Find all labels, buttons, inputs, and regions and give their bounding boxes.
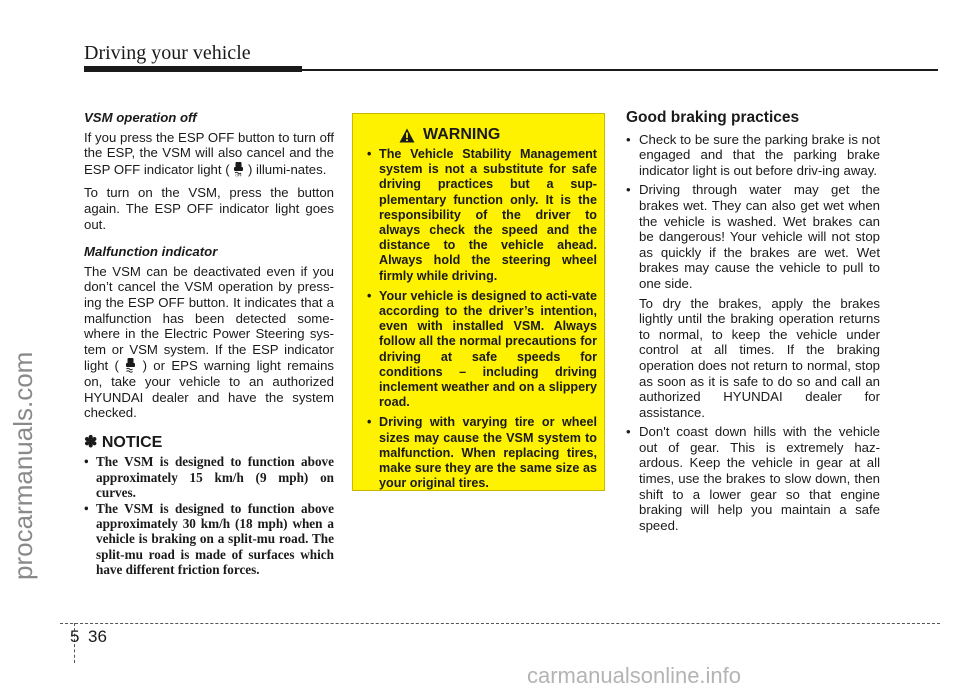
side-watermark: procarmanuals.com bbox=[8, 351, 38, 580]
vsm-off-p1-text-b: ) illumi-nates. bbox=[247, 161, 327, 177]
warning-box bbox=[352, 113, 605, 491]
vsm-off-paragraph-1 bbox=[84, 130, 334, 178]
braking-item-text: Driving through water may get the brakes wet. They can also get wet when the vehicle is washed. Wet brakes can be dangerous! Your vehicle will not stop as quickly if the brakes are wet. Wet brakes may cause the vehicle to pull to one side. bbox=[639, 182, 880, 291]
braking-list bbox=[626, 132, 880, 534]
page-header-title: Driving your vehicle bbox=[84, 42, 251, 64]
svg-text:OFF: OFF bbox=[235, 173, 242, 177]
malfunction-paragraph bbox=[84, 264, 334, 421]
malfunction-heading: Malfunction indicator bbox=[84, 244, 218, 260]
malfunction-text-b: ) or EPS warning light remains on, take your vehicle to an authorized HYUNDAI dealer and have the system checked. bbox=[84, 358, 334, 421]
warning-item: • Your vehicle is designed to acti-vate according to the driver’s intention, even with installed VSM. Always follow all the normal precautions for driving at safe speeds for conditions – including driving inclement weather and on a slippery road. bbox=[367, 289, 597, 411]
esp-off-indicator-icon bbox=[233, 161, 244, 177]
notice-item: • The VSM is designed to function above approximately 30 km/h (18 mph) when a vehicle is braking on a split-mu road. The split-mu road is made of surfaces which have different friction forces. bbox=[84, 501, 334, 578]
vsm-off-paragraph-2: To turn on the VSM, press the button again. The ESP OFF indicator light goes out. bbox=[84, 185, 334, 232]
footer-rule bbox=[60, 623, 940, 624]
esp-indicator-icon bbox=[125, 357, 136, 373]
warning-triangle-icon bbox=[399, 128, 415, 143]
chapter-number: 5 bbox=[70, 627, 80, 646]
notice-item: • The VSM is designed to function above approximately 15 km/h (9 mph) on curves. bbox=[84, 454, 334, 500]
braking-item: • Check to be sure the parking brake is not engaged and that the parking brake indicator light is out before driv-ing away. bbox=[626, 132, 880, 179]
page-number: 36 bbox=[88, 627, 107, 646]
notice-list bbox=[84, 454, 334, 577]
header-rule-thin bbox=[300, 69, 938, 71]
malfunction-text-a: The VSM can be deactivated even if you don’t cancel the VSM operation by press-ing the ESP OFF button. It indicates that a malfunction has been detected some-where in the Electric Power Steering sys-tem or VSM system. If the ESP indicator light ( bbox=[84, 263, 334, 374]
bottom-watermark: carmanualsonline.info bbox=[527, 663, 742, 688]
vsm-off-heading: VSM operation off bbox=[84, 110, 197, 125]
braking-item: • Don't coast down hills with the vehicle out of gear. This is extremely haz-ardous. Keep the vehicle in gear at all times, use the brakes to slow down, then shift to a lower gear so that engine braking will help you maintain a safe speed. bbox=[626, 424, 880, 533]
warning-list bbox=[367, 147, 597, 496]
braking-practices-title: Good braking practices bbox=[626, 109, 800, 126]
braking-item bbox=[626, 182, 880, 420]
warning-item: • The Vehicle Stability Management system is not a substitute for safe driving practices but a sup-plementary function only. It is the responsibility of the driver to always check the speed and the distance to the vehicle ahead. Always hold the steering wheel firmly while driving. bbox=[367, 147, 597, 284]
warning-item: • Driving with varying tire or wheel sizes may cause the VSM system to malfunction. When replacing tires, make sure they are the same size as your original tires. bbox=[367, 415, 597, 491]
warning-header bbox=[399, 126, 500, 144]
braking-item-continuation: To dry the brakes, apply the brakes lightly until the braking operation returns to normal, to keep the vehicle under control at all times. If the braking operation does not return to normal, stop as soon as it is safe to do so and call an authorized HYUNDAI dealer for assistance. bbox=[639, 295, 880, 420]
header-rule-thick bbox=[84, 66, 302, 72]
vsm-off-p1-text-a: If you press the ESP OFF button to turn off the ESP, the VSM will also cancel and the ESP OFF indicator light ( bbox=[84, 129, 334, 177]
warning-title: WARNING bbox=[423, 126, 501, 143]
right-column bbox=[626, 110, 880, 537]
notice-title: ✽ NOTICE bbox=[84, 433, 163, 451]
left-column bbox=[84, 110, 334, 578]
